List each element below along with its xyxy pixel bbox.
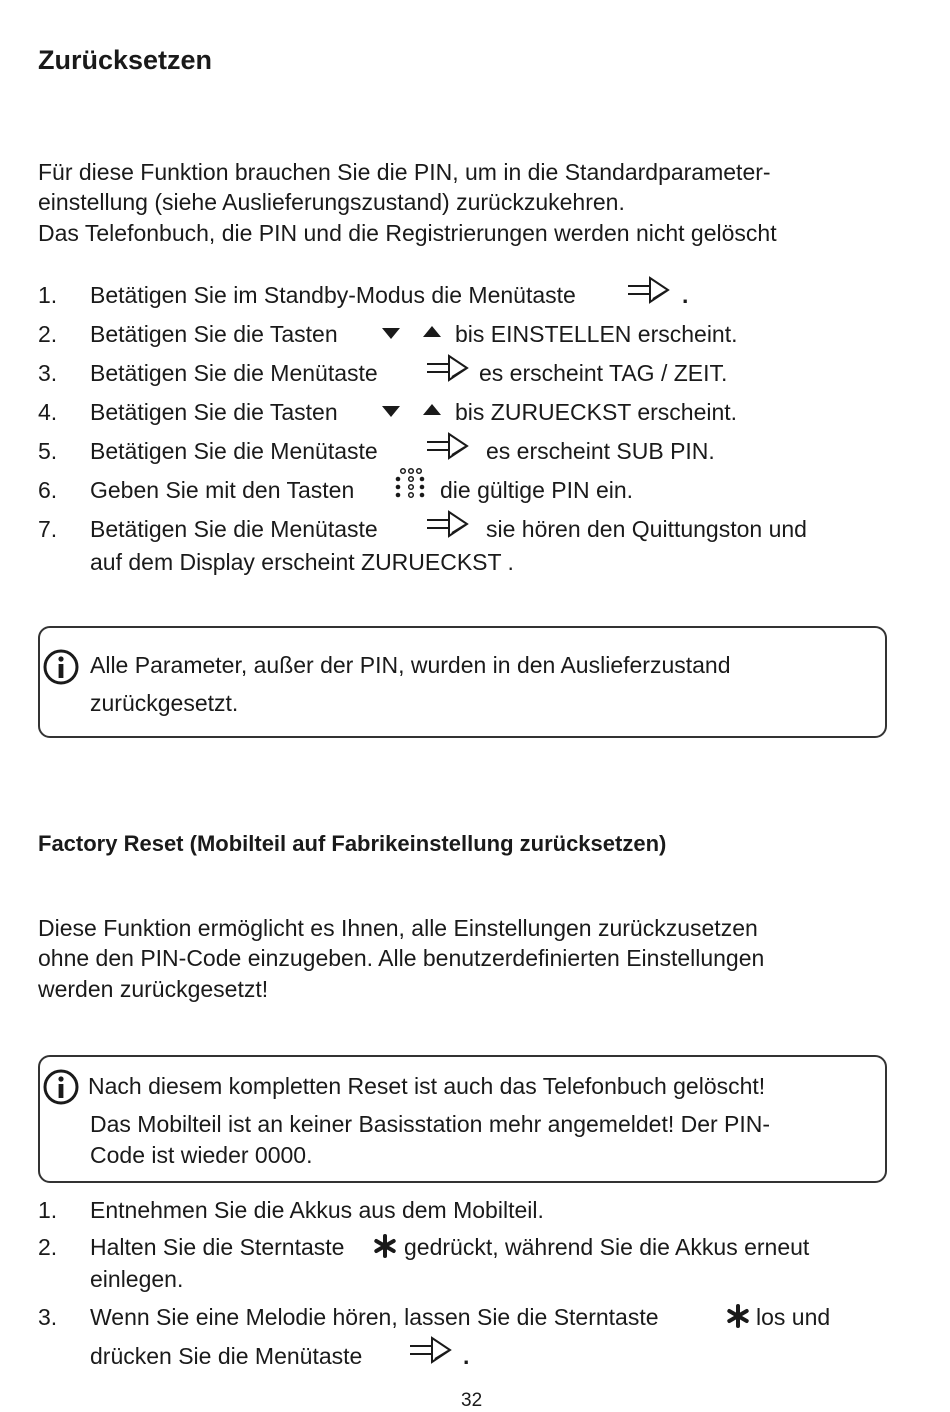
intro-line-1: Diese Funktion ermöglicht es Ihnen, alle Einstellungen zurückzusetzen: [38, 915, 758, 941]
arrow-up-icon: [421, 323, 443, 339]
intro-line-2: einstellung (siehe Auslieferungszustand) zurückzukehren.: [38, 189, 625, 215]
menu-key-icon: [408, 1336, 452, 1366]
star-key-icon: [373, 1234, 397, 1258]
note-line-3: Code ist wieder 0000.: [90, 1142, 313, 1168]
menu-key-icon: [425, 432, 469, 462]
section-title: Factory Reset (Mobilteil auf Fabrikeinstellung zurücksetzen): [38, 831, 667, 856]
page-number: 32: [461, 1390, 483, 1411]
arrow-down-icon: [380, 325, 402, 341]
menu-key-icon: [626, 276, 670, 306]
intro-line-2: ohne den PIN-Code einzugeben. Alle benutzerdefinierten Einstellungen: [38, 945, 765, 971]
menu-key-icon: [425, 354, 469, 384]
note-line-1: Alle Parameter, außer der PIN, wurden in den Auslieferzustand: [90, 652, 731, 678]
menu-key-icon: [425, 510, 469, 540]
arrow-up-icon: [421, 401, 443, 417]
keypad-icon: [394, 466, 428, 502]
intro-line-1: Für diese Funktion brauchen Sie die PIN, um in die Standardparameter-: [38, 159, 771, 185]
info-note-box: [38, 626, 887, 738]
intro-line-3: werden zurückgesetzt!: [38, 976, 269, 1002]
intro-line-3: Das Telefonbuch, die PIN und die Registrierungen werden nicht gelöscht: [38, 220, 777, 246]
note-line-1: Nach diesem kompletten Reset ist auch das Telefonbuch gelöscht!: [88, 1073, 766, 1099]
note-line-2: Das Mobilteil ist an keiner Basisstation mehr angemeldet! Der PIN-: [90, 1111, 771, 1137]
arrow-down-icon: [380, 403, 402, 419]
warning-note-box: [38, 1055, 887, 1183]
note-line-2: zurückgesetzt.: [90, 690, 239, 716]
page-title: Zurücksetzen: [38, 45, 213, 75]
info-icon: [43, 649, 79, 685]
info-icon: [43, 1069, 79, 1105]
star-key-icon: [726, 1304, 750, 1328]
